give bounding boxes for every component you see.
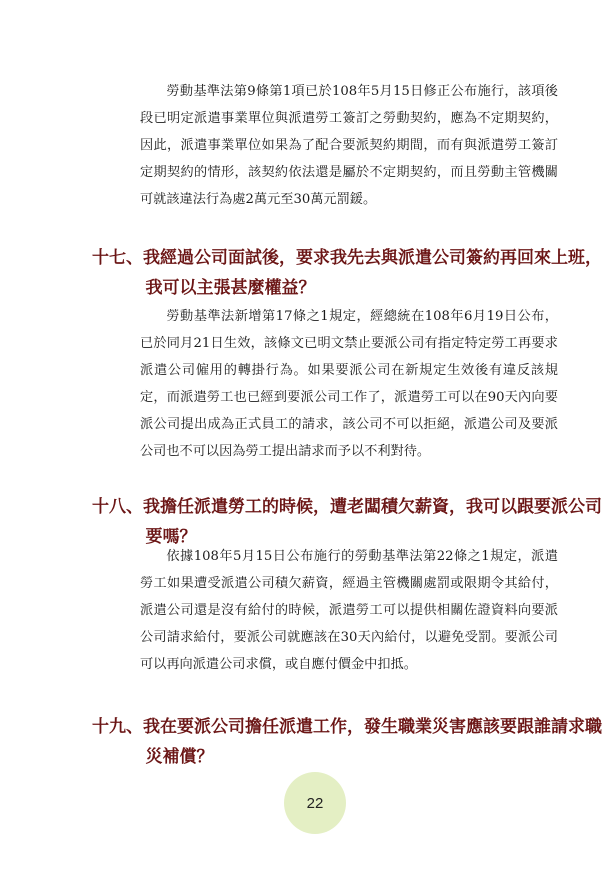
question-18-heading: 十八、我擔任派遣勞工的時候，遭老闆積欠薪資，我可以跟要派公司要嗎？ xyxy=(92,497,602,547)
page-number-badge xyxy=(284,772,346,834)
paragraph-article-22-1: 依據108年5月15日公布施行的勞動基準法第22條之1規定，派遣勞工如果遭受派遣公司積欠薪資，經過主管機關處罰或限期令其給付，派遣公司還是沒有給付的時候，派遣勞工可以提供相關佐證資料向要派公司請求給付，要派公司就應該在30天內給付，以避免受罰。要派公司可以再向派遣公司求償，或自應付價金中扣抵。 xyxy=(140,549,558,672)
page-number: 22 xyxy=(306,794,324,812)
paragraph-article-9: 勞動基準法第9條第1項已於108年5月15日修正公布施行，該項後段已明定派遣事業單位與派遣勞工簽訂之勞動契約，應為不定期契約，因此，派遣事業單位如果為了配合要派契約期間，而有與派遣勞工簽訂定期契約的情形，該契約依法還是屬於不定期契約，而且勞動主管機關可就該違法行為處2萬元至30萬元罰鍰。 xyxy=(140,84,558,207)
question-17-heading: 十七、我經過公司面試後，要求我先去與派遣公司簽約再回來上班，我可以主張甚麼權益？ xyxy=(92,248,602,298)
question-19-heading: 十九、我在要派公司擔任派遣工作，發生職業災害應該要跟誰請求職災補償？ xyxy=(92,717,602,767)
paragraph-article-17-1: 勞動基準法新增第17條之1規定，經總統在108年6月19日公布，已於同月21日生效，該條文已明文禁止要派公司有指定特定勞工再要求派遣公司僱用的轉掛行為。如果要派公司在新規定生效後有違反該規定，而派遣勞工也已經到要派公司工作了，派遣勞工可以在90天內向要派公司提出成為正式員工的請求，該公司不可以拒絕，派遣公司及要派公司也不可以因為勞工提出請求而予以不利對待。 xyxy=(140,309,558,459)
